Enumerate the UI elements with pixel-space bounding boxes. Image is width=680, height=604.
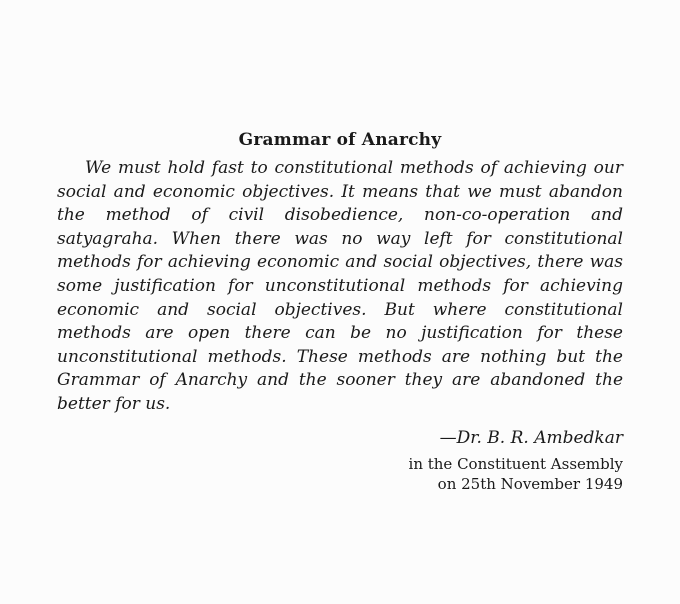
context-line-date: on 25th November 1949 [437, 475, 623, 493]
attribution-block [409, 426, 623, 494]
document-title: Grammar of Anarchy [238, 130, 442, 150]
context-line-venue: in the Constituent Assembly [408, 455, 623, 473]
quote-paragraph: We must hold fast to constitutional methods of achieving our social and economic objectives. It means that we must abandon the method of civil disobedience, non-co-operation and satyagraha. When there was no way left for constitutional methods for achieving economic and social objectives, there was some justification for unconstitutional methods for achieving economic and social objectives. But where constitutional methods are open there can be no justification for these unconstitutional methods. These methods are nothing but the Grammar of Anarchy and the sooner they are abandoned the better for us. [57, 158, 623, 414]
author-name: —Dr. B. R. Ambedkar [439, 428, 623, 448]
